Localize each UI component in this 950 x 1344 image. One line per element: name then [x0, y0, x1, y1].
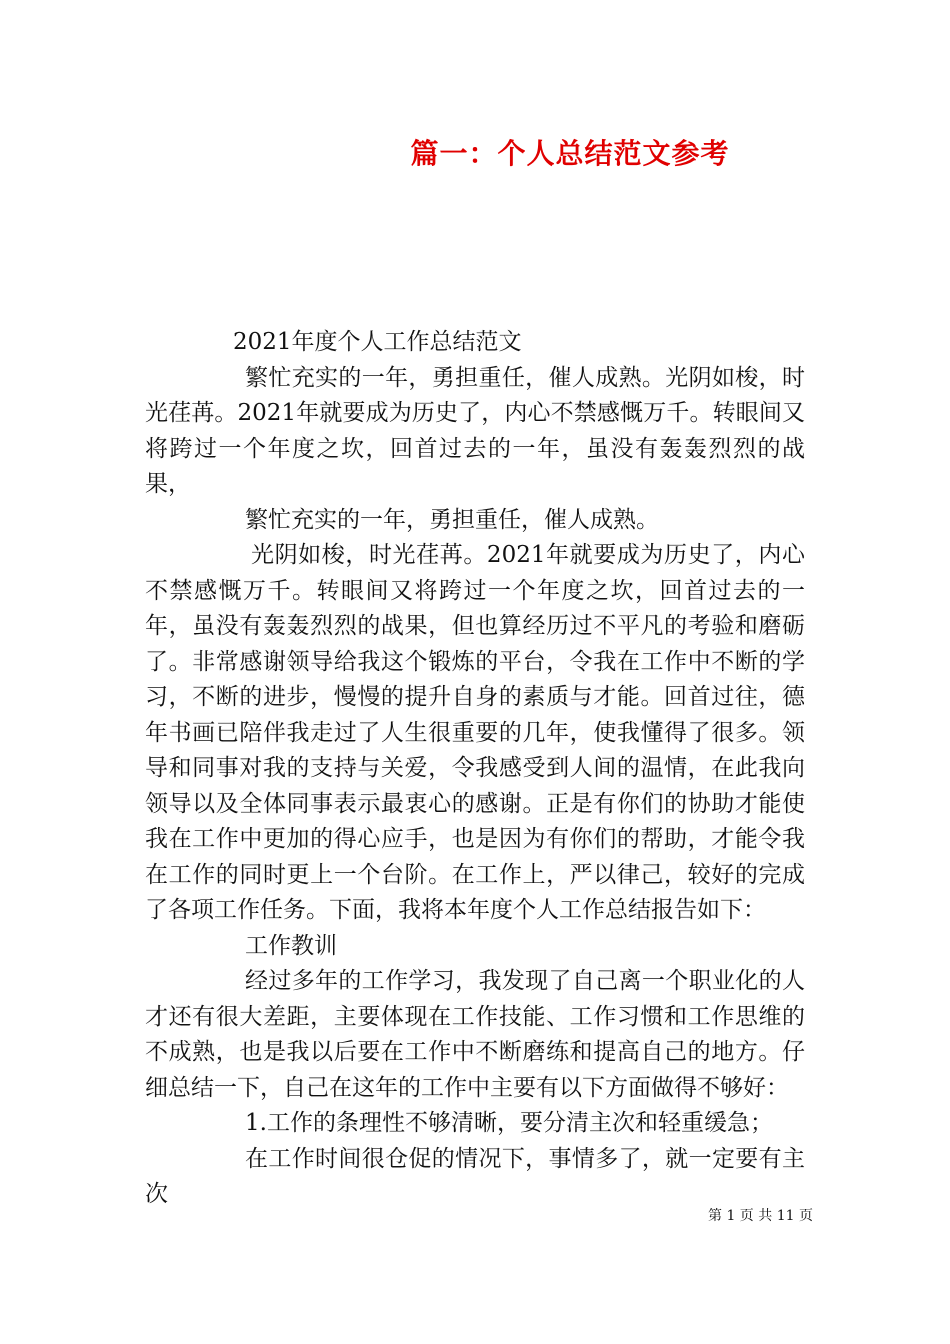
paragraph-3: 光阴如梭，时光荏苒。2021年就要成为历史了，内心不禁感慨万千。转眼间又将跨过一个年度之坎，回首过去的一年，虽没有轰轰烈烈的战果，但也算经历过不平凡的考验和磨砺了。非常感谢领导给我这个锻炼的平台，令我在工作中不断的学习，不断的进步，慢慢的提升自身的素质与才能。回首过往，德年书画已陪伴我走过了人生很重要的几年，使我懂得了很多。领导和同事对我的支持与关爱，令我感受到人间的温情，在此我向领导以及全体同事表示最衷心的感谢。正是有你们的协助才能使我在工作中更加的得心应手，也是因为有你们的帮助，才能令我在工作的同时更上一个台阶。在工作上，严以律己，较好的完成了各项工作任务。下面，我将本年度个人工作总结报告如下：: [145, 542, 805, 923]
document-subtitle: 2021年度个人工作总结范文: [233, 329, 522, 355]
page-title: 篇一：个人总结范文参考: [410, 137, 730, 170]
list-item-1: 1.工作的条理性不够清晰，要分清主次和轻重缓急；: [245, 1110, 773, 1136]
document-body: [145, 325, 805, 1213]
page-number-footer: 第 1 页 共 11 页: [708, 1208, 813, 1224]
paragraph-1: 繁忙充实的一年，勇担重任，催人成熟。光阴如梭，时光荏苒。2021年就要成为历史了，内心不禁感慨万千。转眼间又将跨过一个年度之坎，回首过去的一年，虽没有轰轰烈烈的战果，: [145, 364, 805, 497]
paragraph-5: 在工作时间很仓促的情况下，事情多了，就一定要有主次: [145, 1145, 805, 1207]
paragraph-2: 繁忙充实的一年，勇担重任，催人成熟。: [245, 506, 659, 533]
paragraph-4: 经过多年的工作学习，我发现了自己离一个职业化的人才还有很大差距，主要体现在工作技能、工作习惯和工作思维的不成熟，也是我以后要在工作中不断磨练和提高自己的地方。仔细总结一下，自己在这年的工作中主要有以下方面做得不够好：: [145, 968, 805, 1101]
section-heading-lessons: 工作教训: [245, 932, 337, 959]
